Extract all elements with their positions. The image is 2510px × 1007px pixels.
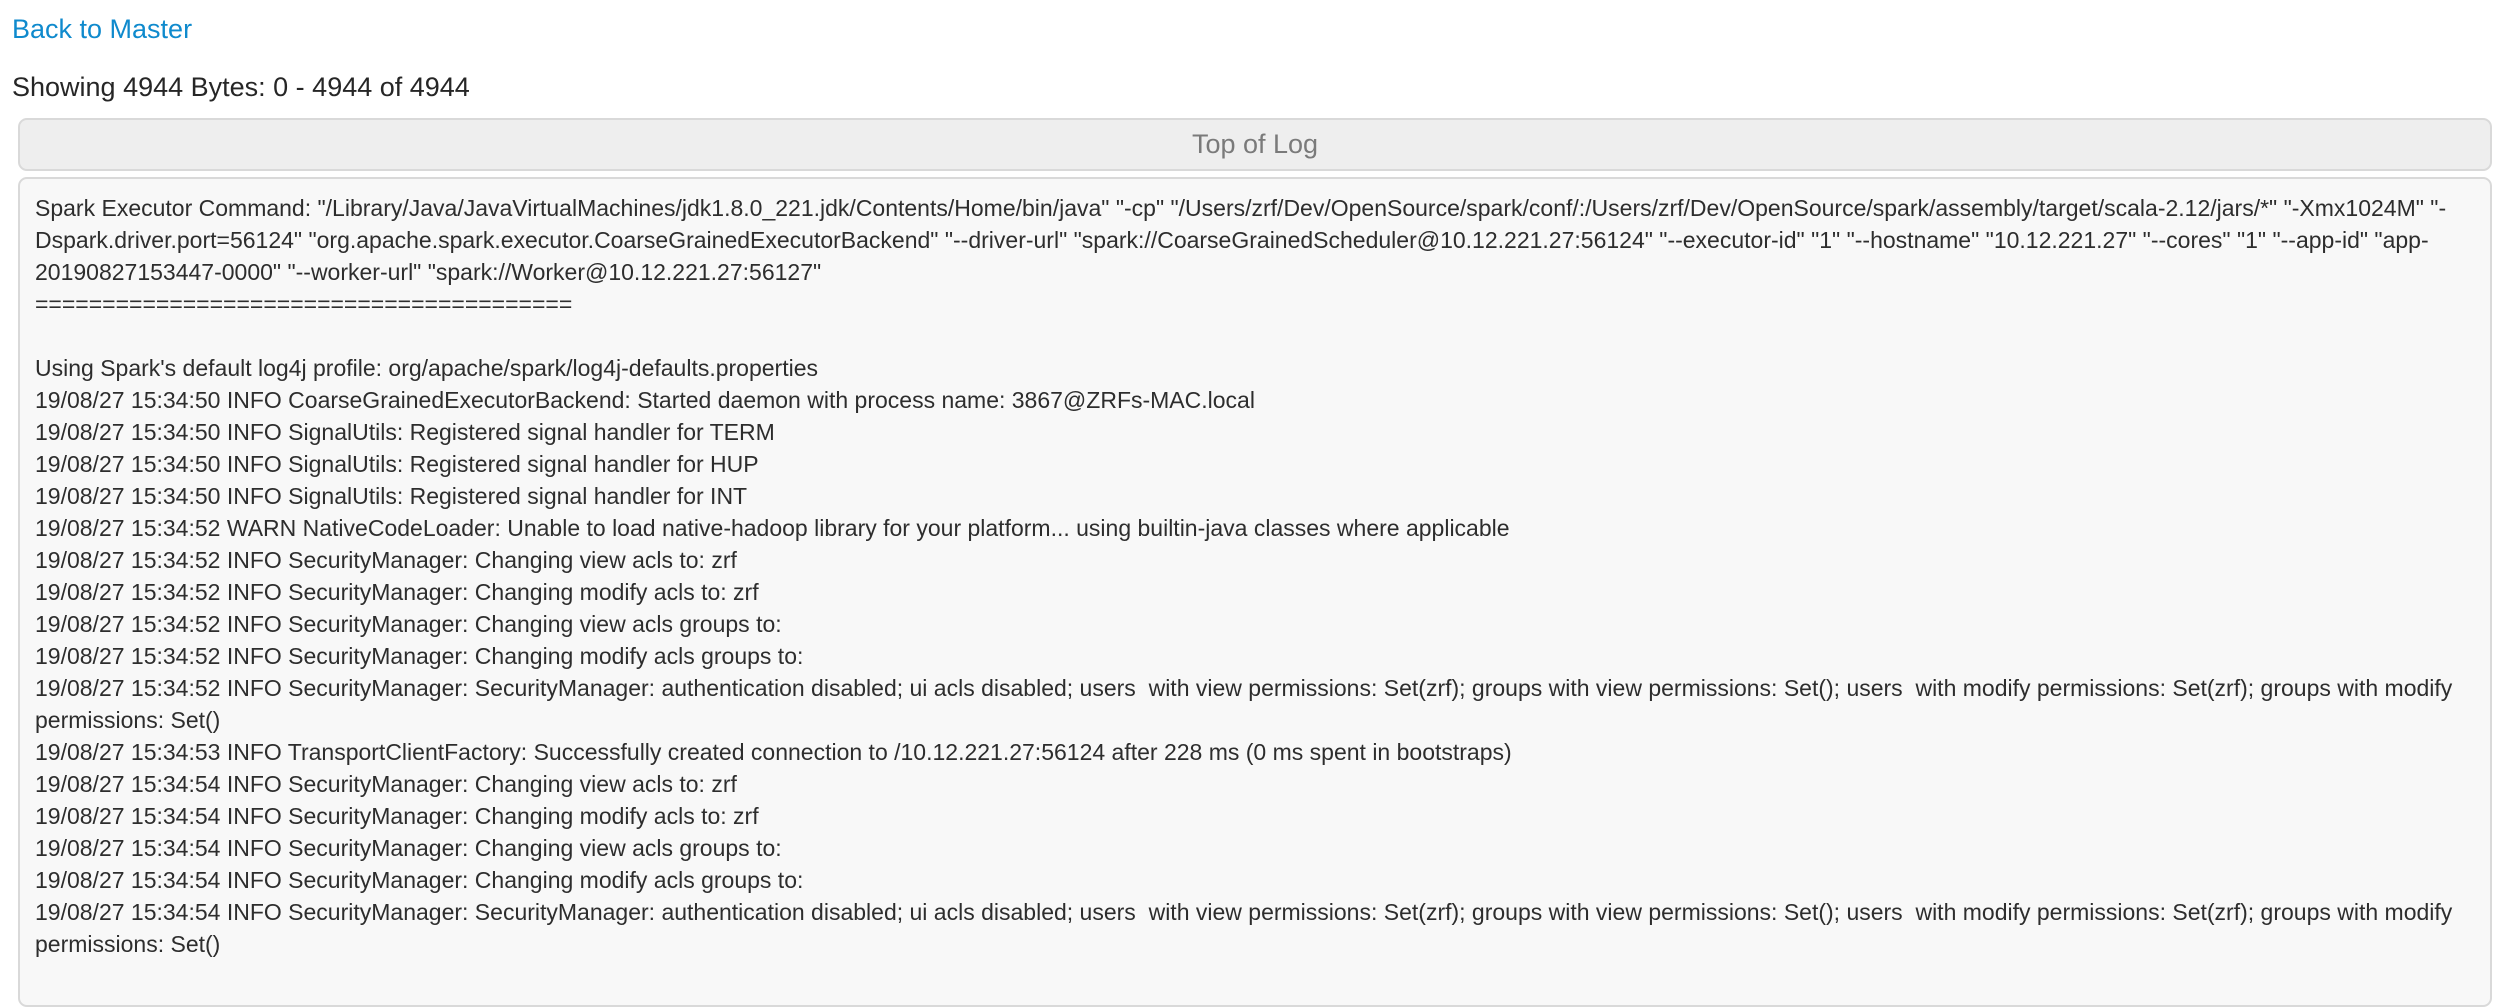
log-line: 19/08/27 15:34:54 INFO SecurityManager: Changing modify acls groups to: [35, 867, 804, 893]
back-to-master-link[interactable]: Back to Master [12, 14, 193, 44]
log-line: 19/08/27 15:34:54 INFO SecurityManager: SecurityManager: authentication disabled; ui acls disabled; users with view permissions: Set(zrf); groups with view permissions: Set(); users with modify permissions: Set(zrf); groups with modify permissions: Set() [35, 899, 2459, 957]
page-header [0, 0, 2510, 104]
log-line [35, 320, 2475, 352]
log-content-panel [18, 177, 2492, 1007]
log-line: 19/08/27 15:34:52 INFO SecurityManager: Changing view acls groups to: [35, 611, 782, 637]
log-line: 19/08/27 15:34:52 INFO SecurityManager: Changing view acls to: zrf [35, 547, 737, 573]
log-line: 19/08/27 15:34:54 INFO SecurityManager: Changing modify acls to: zrf [35, 803, 759, 829]
log-line: 19/08/27 15:34:54 INFO SecurityManager: Changing view acls groups to: [35, 835, 782, 861]
log-line: 19/08/27 15:34:52 WARN NativeCodeLoader: Unable to load native-hadoop library for your platform... using builtin-java classes where applicable [35, 515, 1510, 541]
log-line: 19/08/27 15:34:50 INFO SignalUtils: Registered signal handler for INT [35, 483, 748, 509]
log-line: 19/08/27 15:34:50 INFO SignalUtils: Registered signal handler for TERM [35, 419, 775, 445]
log-line: 19/08/27 15:34:52 INFO SecurityManager: Changing modify acls groups to: [35, 643, 804, 669]
log-line: ======================================== [35, 291, 573, 317]
log-line: Using Spark's default log4j profile: org/apache/spark/log4j-defaults.properties [35, 355, 818, 381]
top-of-log-button[interactable] [18, 118, 2492, 171]
log-line: 19/08/27 15:34:53 INFO TransportClientFactory: Successfully created connection to /10.12.221.27:56124 after 228 ms (0 ms spent in bootstraps) [35, 739, 1512, 765]
log-line: 19/08/27 15:34:50 INFO SignalUtils: Registered signal handler for HUP [35, 451, 759, 477]
log-line: 19/08/27 15:34:50 INFO CoarseGrainedExecutorBackend: Started daemon with process name: 3867@ZRFs-MAC.local [35, 387, 1255, 413]
top-of-log-label: Top of Log [1191, 129, 1319, 159]
log-line: 19/08/27 15:34:52 INFO SecurityManager: Changing modify acls to: zrf [35, 579, 759, 605]
log-line: 19/08/27 15:34:54 INFO SecurityManager: Changing view acls to: zrf [35, 771, 737, 797]
byte-range-status: Showing 4944 Bytes: 0 - 4944 of 4944 [12, 72, 470, 102]
log-line: 19/08/27 15:34:52 INFO SecurityManager: SecurityManager: authentication disabled; ui acls disabled; users with view permissions: Set(zrf); groups with view permissions: Set(); users with modify permissions: Set(zrf); groups with modify permissions: Set() [35, 675, 2459, 733]
log-line: Spark Executor Command: "/Library/Java/JavaVirtualMachines/jdk1.8.0_221.jdk/Contents/Home/bin/java" "-cp" "/Users/zrf/Dev/OpenSource/spark/conf/:/Users/zrf/Dev/OpenSource/spark/assembly/target/scala-2.12/jars/*" "-Xmx1024M" "-Dspark.driver.port=56124" "org.apache.spark.executor.CoarseGrainedExecutorBackend" "--driver-url" "spark://CoarseGrainedScheduler@10.12.221.27:56124" "--executor-id" "1" "--hostname" "10.12.221.27" "--cores" "1" "--app-id" "app-20190827153447-0000" "--worker-url" "spark://Worker@10.12.221.27:56127" [35, 195, 2447, 285]
